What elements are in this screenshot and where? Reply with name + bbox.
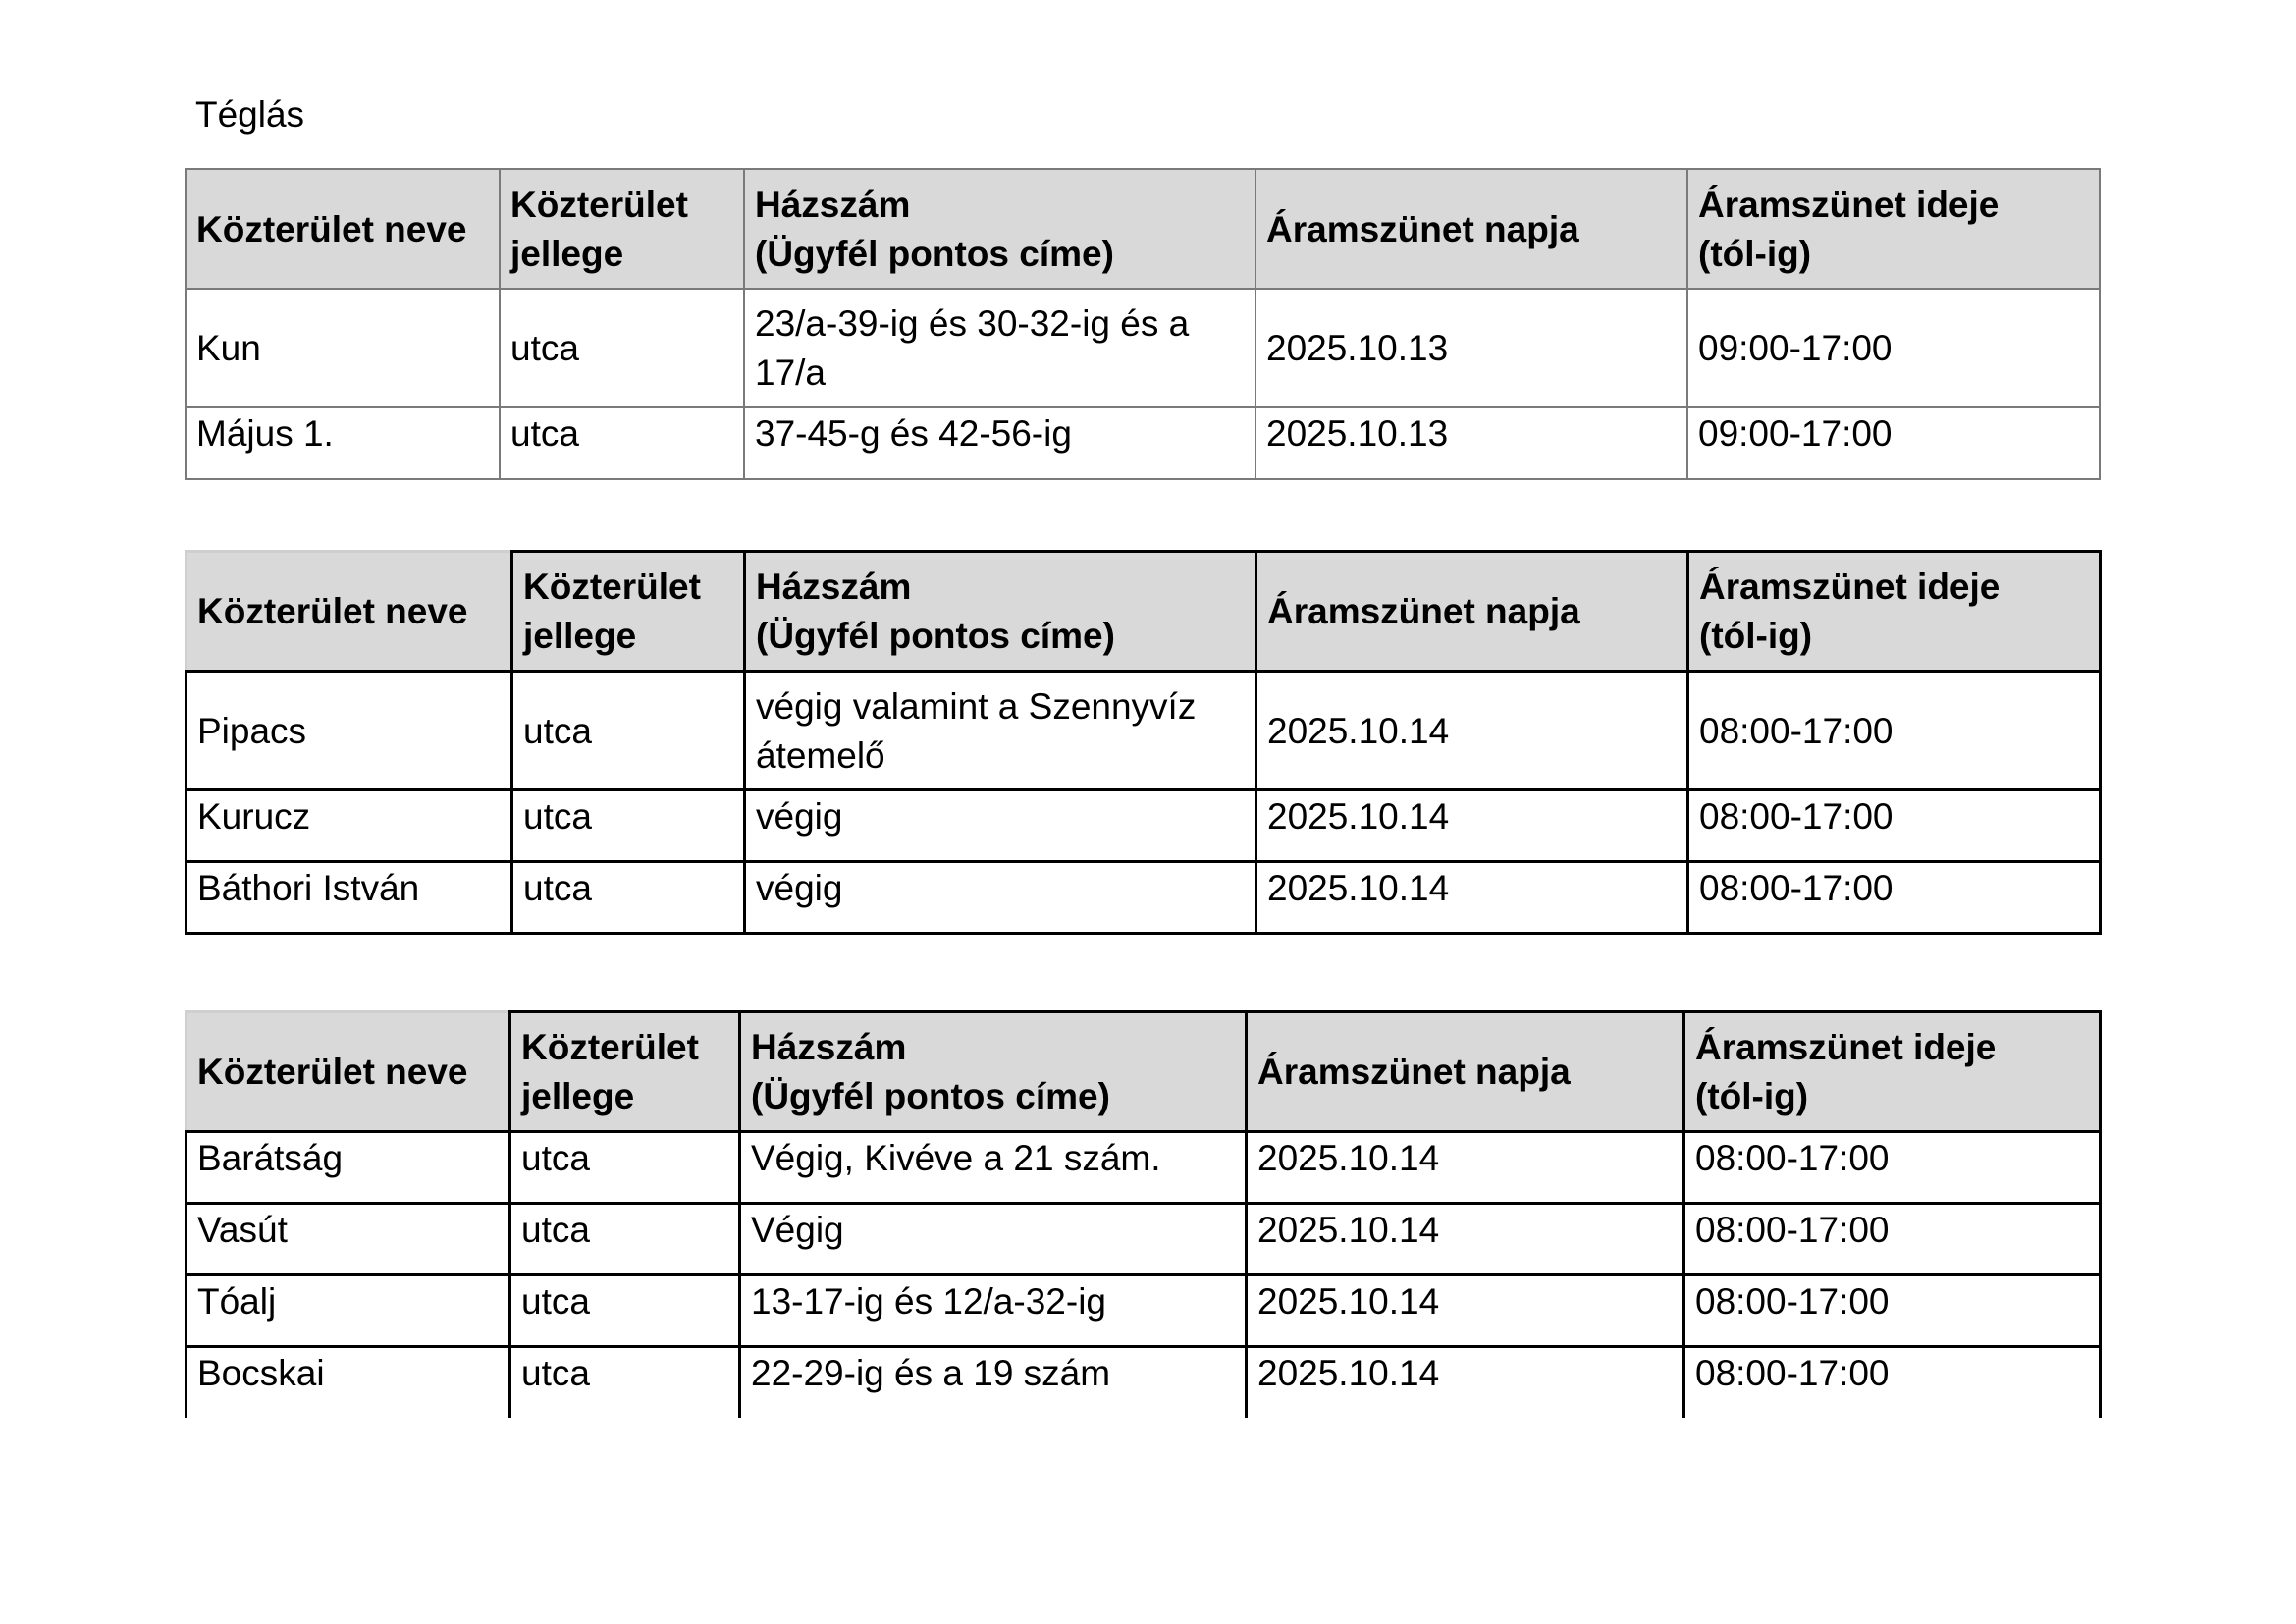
table-header-row	[186, 169, 2100, 289]
header-outage-time: Áramszünet ideje (tól-ig)	[1687, 169, 2100, 289]
cell-outage-day: 2025.10.13	[1255, 289, 1687, 407]
table-row	[187, 1347, 2101, 1418]
cell-type: utca	[500, 407, 744, 479]
cell-outage-time: 09:00-17:00	[1687, 289, 2100, 407]
table-row	[187, 790, 2101, 862]
cell-outage-day: 2025.10.14	[1247, 1347, 1684, 1418]
cell-outage-day: 2025.10.14	[1247, 1275, 1684, 1347]
header-house-number: Házszám (Ügyfél pontos címe)	[740, 1012, 1247, 1132]
outage-table-3	[185, 1010, 2102, 1418]
outage-table-1	[185, 168, 2101, 480]
cell-outage-time: 08:00-17:00	[1684, 1204, 2101, 1275]
table-row	[187, 1275, 2101, 1347]
cell-type: utca	[512, 672, 745, 790]
header-outage-time: Áramszünet ideje (tól-ig)	[1684, 1012, 2101, 1132]
table-row	[186, 407, 2100, 479]
cell-name: Kun	[186, 289, 500, 407]
cell-type: utca	[512, 790, 745, 862]
cell-name: Bocskai	[187, 1347, 510, 1418]
table-header-row	[187, 1012, 2101, 1132]
cell-type: utca	[510, 1204, 740, 1275]
cell-name: Május 1.	[186, 407, 500, 479]
cell-name: Tóalj	[187, 1275, 510, 1347]
cell-name: Kurucz	[187, 790, 512, 862]
cell-outage-time: 08:00-17:00	[1688, 672, 2101, 790]
header-house-number: Házszám (Ügyfél pontos címe)	[744, 169, 1255, 289]
cell-outage-day: 2025.10.14	[1247, 1132, 1684, 1204]
header-type: Közterület jellege	[510, 1012, 740, 1132]
header-name: Közterület neve	[187, 1012, 510, 1132]
header-type: Közterület jellege	[512, 552, 745, 672]
cell-type: utca	[510, 1132, 740, 1204]
header-outage-day: Áramszünet napja	[1255, 169, 1687, 289]
cell-outage-time: 08:00-17:00	[1688, 862, 2101, 934]
cell-house-number: 23/a-39-ig és 30-32-ig és a 17/a	[744, 289, 1255, 407]
outage-table-2	[185, 550, 2102, 935]
cell-house-number: végig	[745, 790, 1256, 862]
cell-outage-time: 08:00-17:00	[1684, 1275, 2101, 1347]
header-house-number: Házszám (Ügyfél pontos címe)	[745, 552, 1256, 672]
cell-house-number: végig valamint a Szennyvíz átemelő	[745, 672, 1256, 790]
cell-outage-time: 08:00-17:00	[1688, 790, 2101, 862]
table-row	[187, 862, 2101, 934]
cell-house-number: 22-29-ig és a 19 szám	[740, 1347, 1247, 1418]
cell-type: utca	[500, 289, 744, 407]
table-row	[187, 672, 2101, 790]
header-outage-time: Áramszünet ideje (tól-ig)	[1688, 552, 2101, 672]
table-row	[187, 1204, 2101, 1275]
header-type: Közterület jellege	[500, 169, 744, 289]
header-name: Közterület neve	[187, 552, 512, 672]
cell-type: utca	[510, 1347, 740, 1418]
cell-name: Vasút	[187, 1204, 510, 1275]
cell-name: Báthori István	[187, 862, 512, 934]
cell-house-number: Végig, Kivéve a 21 szám.	[740, 1132, 1247, 1204]
cell-outage-time: 08:00-17:00	[1684, 1347, 2101, 1418]
cell-type: utca	[510, 1275, 740, 1347]
cell-type: utca	[512, 862, 745, 934]
cell-name: Pipacs	[187, 672, 512, 790]
table-row	[187, 1132, 2101, 1204]
table-header-row	[187, 552, 2101, 672]
header-outage-day: Áramszünet napja	[1247, 1012, 1684, 1132]
table-row	[186, 289, 2100, 407]
cell-outage-time: 08:00-17:00	[1684, 1132, 2101, 1204]
cell-name: Barátság	[187, 1132, 510, 1204]
cell-house-number: 13-17-ig és 12/a-32-ig	[740, 1275, 1247, 1347]
cell-outage-day: 2025.10.14	[1247, 1204, 1684, 1275]
cell-house-number: Végig	[740, 1204, 1247, 1275]
town-title: Téglás	[195, 94, 305, 135]
header-outage-day: Áramszünet napja	[1256, 552, 1688, 672]
cell-outage-time: 09:00-17:00	[1687, 407, 2100, 479]
cell-outage-day: 2025.10.13	[1255, 407, 1687, 479]
cell-outage-day: 2025.10.14	[1256, 862, 1688, 934]
cell-house-number: végig	[745, 862, 1256, 934]
cell-outage-day: 2025.10.14	[1256, 790, 1688, 862]
header-name: Közterület neve	[186, 169, 500, 289]
cell-outage-day: 2025.10.14	[1256, 672, 1688, 790]
cell-house-number: 37-45-g és 42-56-ig	[744, 407, 1255, 479]
